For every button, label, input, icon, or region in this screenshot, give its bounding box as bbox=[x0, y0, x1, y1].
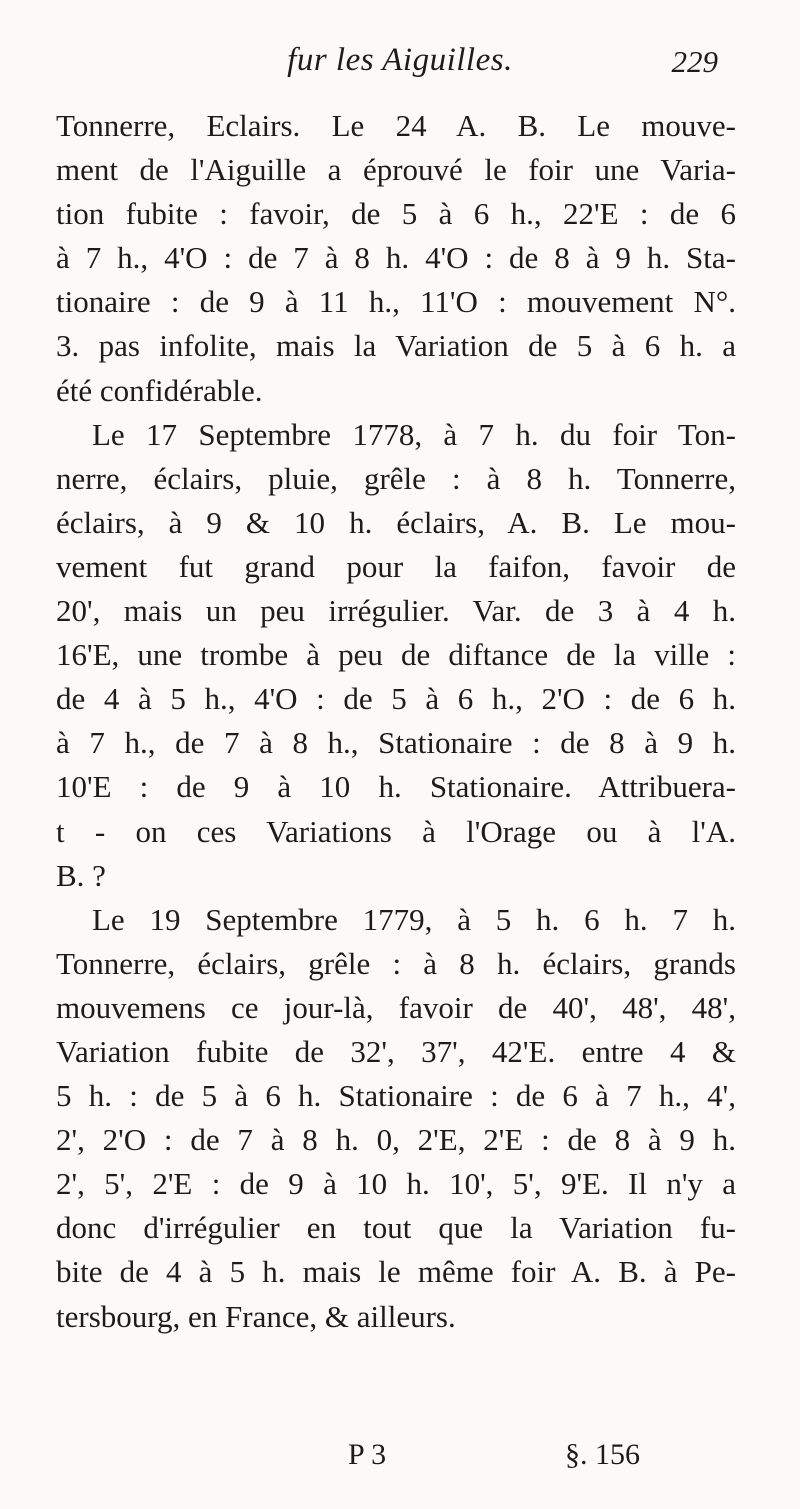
page-footer bbox=[0, 1438, 800, 1478]
text-line: vement fut grand pour la faifon, favoir de bbox=[56, 548, 736, 584]
text-line: nerre, éclairs, pluie, grêle : à 8 h. Tonnerre, bbox=[56, 460, 736, 496]
text-line: Variation fubite de 32', 37', 42'E. entre 4 & bbox=[56, 1033, 736, 1069]
text-line: B. ? bbox=[56, 857, 106, 893]
page-number: 229 bbox=[671, 44, 718, 79]
text-line: de 4 à 5 h., 4'O : de 5 à 6 h., 2'O : de 6 h. bbox=[56, 681, 736, 717]
signature-mark: P 3 bbox=[348, 1438, 387, 1471]
text-block bbox=[56, 104, 736, 1339]
text-line: tersbourg, en France, & ailleurs. bbox=[56, 1298, 456, 1334]
text-line: 16'E, une trombe à peu de diftance de la ville : bbox=[56, 637, 736, 673]
running-head bbox=[0, 40, 800, 90]
paragraph-start: Le 19 Septembre 1779, à 5 h. 6 h. 7 h. bbox=[92, 901, 736, 937]
text-line: donc d'irrégulier en tout que la Variation fu- bbox=[56, 1210, 736, 1246]
text-line: mouvemens ce jour-là, favoir de 40', 48', 48', bbox=[56, 989, 736, 1025]
catchword: §. 156 bbox=[565, 1438, 640, 1471]
text-line: été confidérable. bbox=[56, 372, 263, 408]
text-line: Tonnerre, Eclairs. Le 24 A. B. Le mouve- bbox=[56, 108, 736, 143]
text-line: 10'E : de 9 à 10 h. Stationaire. Attribuera- bbox=[56, 769, 736, 805]
text-line: éclairs, à 9 & 10 h. éclairs, A. B. Le mou- bbox=[56, 504, 736, 540]
text-line: 2', 5', 2'E : de 9 à 10 h. 10', 5', 9'E. Il n'y a bbox=[56, 1166, 736, 1202]
text-line: 2', 2'O : de 7 à 8 h. 0, 2'E, 2'E : de 8 à 9 h. bbox=[56, 1122, 736, 1158]
text-line: tion fubite : favoir, de 5 à 6 h., 22'E : de 6 bbox=[56, 196, 736, 232]
text-line: ment de l'Aiguille a éprouvé le foir une Varia- bbox=[56, 152, 736, 188]
text-line: 5 h. : de 5 à 6 h. Stationaire : de 6 à 7 h., 4', bbox=[56, 1078, 736, 1114]
text-line: t - on ces Variations à l'Orage ou à l'A. bbox=[56, 813, 736, 849]
paragraph-start: Le 17 Septembre 1778, à 7 h. du foir Ton- bbox=[92, 416, 736, 452]
text-line: Tonnerre, éclairs, grêle : à 8 h. éclairs, grands bbox=[56, 945, 736, 981]
text-line: bite de 4 à 5 h. mais le même foir A. B. à Pe- bbox=[56, 1254, 736, 1290]
text-line: 20', mais un peu irrégulier. Var. de 3 à 4 h. bbox=[56, 593, 736, 629]
text-line: à 7 h., de 7 à 8 h., Stationaire : de 8 à 9 h. bbox=[56, 725, 736, 761]
running-title: fur les Aiguilles. bbox=[287, 42, 513, 78]
text-line: 3. pas infolite, mais la Variation de 5 à 6 h. a bbox=[56, 328, 736, 364]
text-line: tionaire : de 9 à 11 h., 11'O : mouvement N°. bbox=[56, 284, 736, 320]
text-line: à 7 h., 4'O : de 7 à 8 h. 4'O : de 8 à 9 h. Sta- bbox=[56, 240, 736, 276]
